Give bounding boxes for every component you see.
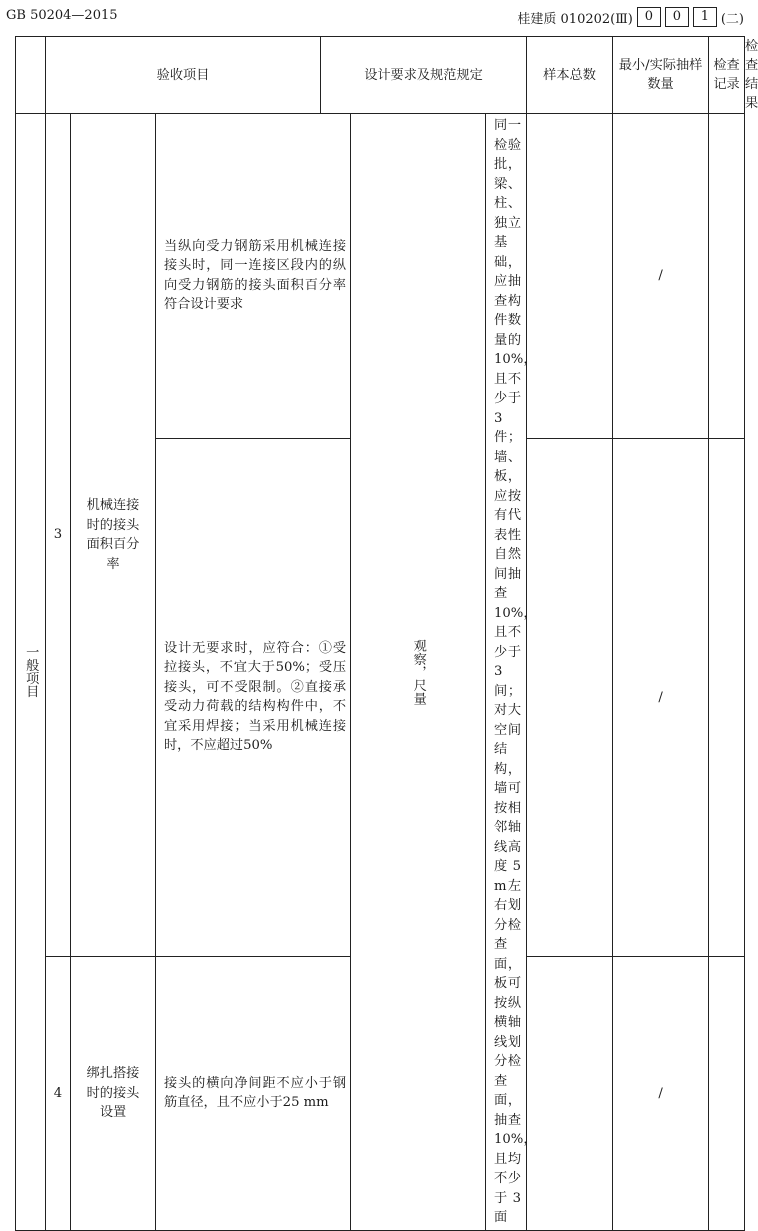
scope-text: 同一检验批，梁、柱、独立基础，应抽查构件数量的10%，且不少于3件；墙、板，应按有代表性自然间抽查10%，且不少于3间；对大空间结构，墙可按相邻轴线高度5 m左右划分检查面，板可按纵横轴线划分检查面，抽查10%，且均不少于3面: [486, 114, 527, 1231]
sample-total-cell: [527, 438, 613, 956]
sheet-label: (二): [720, 11, 744, 27]
header-sample-qty: 最小/实际抽样数量: [613, 37, 709, 114]
header-record: 检查记录: [709, 37, 745, 114]
form-box-3: 1: [693, 7, 717, 27]
method-cell: [351, 114, 486, 1231]
header-corner-cell: [16, 37, 46, 114]
method-label: 观察，尺量: [410, 638, 426, 705]
row-requirement: 接头的横向净间距不应小于钢筋直径，且不应小于25 mm: [156, 957, 351, 1230]
form-box-1: 0: [637, 7, 661, 27]
row-item-name: 绑扎搭接时的接头设置: [71, 957, 156, 1230]
row-requirement: 设计无要求时，应符合：①受拉接头，不宜大于50%；受压接头，可不受限制。②直接承受动力荷载的结构构件中，不宜采用焊接；当采用机械连接时，不应超过50%: [156, 438, 351, 956]
category-label: 一般项目: [23, 645, 39, 699]
sample-qty-cell: /: [613, 957, 709, 1230]
record-cell[interactable]: [709, 114, 745, 439]
sample-qty-cell: /: [613, 438, 709, 956]
header-row: 验收项目 设计要求及规范规定 样本总数 最小/实际抽样数量 检查记录 检查结果: [16, 37, 745, 114]
sample-total-cell: [527, 957, 613, 1230]
category-cell: [16, 114, 46, 1231]
table-row: [16, 114, 745, 439]
record-cell[interactable]: [709, 957, 745, 1230]
row-number: 4: [46, 957, 71, 1230]
inspection-table: [15, 36, 758, 1231]
form-box-2: 0: [665, 7, 689, 27]
standard-code: GB 50204—2015: [6, 8, 118, 23]
header-sample-total: 样本总数: [527, 37, 613, 114]
row-number: 3: [46, 114, 71, 957]
form-number: [517, 7, 744, 27]
header-design: 设计要求及规范规定: [321, 37, 527, 114]
header-item: 验收项目: [46, 37, 321, 114]
record-cell[interactable]: [709, 438, 745, 956]
sample-total-cell: [527, 114, 613, 439]
row-item-name: 机械连接时的接头面积百分率: [71, 114, 156, 957]
row-requirement: 当纵向受力钢筋采用机械连接接头时，同一连接区段内的纵向受力钢筋的接头面积百分率符合设计要求: [156, 114, 351, 439]
form-prefix: 桂建质 010202(Ⅲ): [517, 11, 633, 27]
sample-qty-cell: /: [613, 114, 709, 439]
